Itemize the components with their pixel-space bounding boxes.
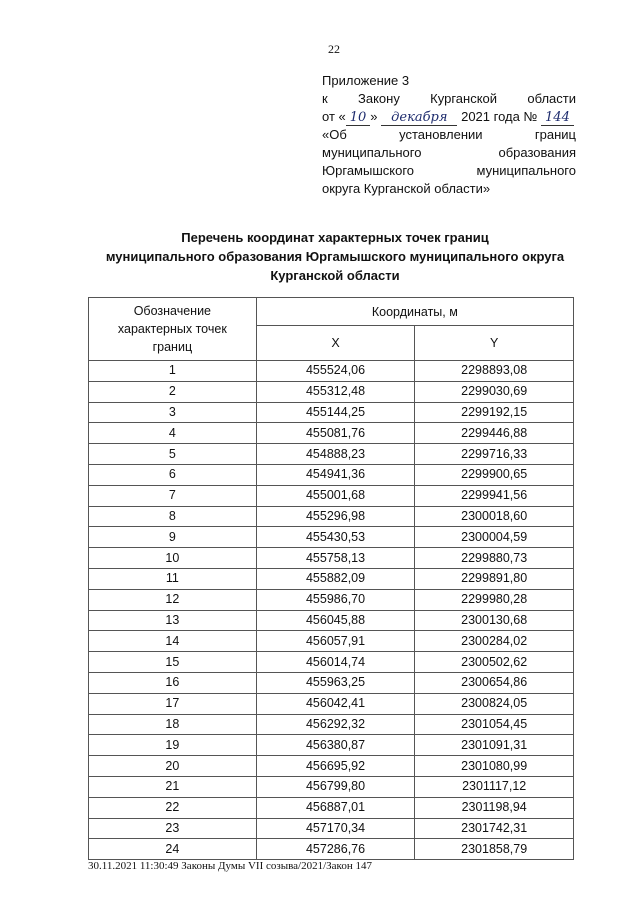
table-row: [89, 402, 574, 423]
appendix-title: Приложение 3: [322, 73, 410, 88]
y-coordinate-cell: 2301742,31: [415, 818, 574, 839]
table-row: [89, 776, 574, 797]
document-title: [95, 228, 575, 285]
x-coordinate-cell: 455758,13: [256, 548, 415, 569]
point-number-cell: 24: [89, 839, 257, 860]
y-coordinate-cell: 2301054,45: [415, 714, 574, 735]
point-number-cell: 18: [89, 714, 257, 735]
x-coordinate-cell: 455081,76: [256, 423, 415, 444]
point-number-cell: 10: [89, 548, 257, 569]
table-row: [89, 506, 574, 527]
x-coordinate-cell: 456014,74: [256, 652, 415, 673]
header-x: X: [256, 326, 415, 361]
point-number-cell: 16: [89, 672, 257, 693]
table-row: [89, 652, 574, 673]
coordinates-table: [88, 297, 574, 860]
x-coordinate-cell: 455430,53: [256, 527, 415, 548]
table-row: [89, 464, 574, 485]
table-row: [89, 485, 574, 506]
table-row: [89, 818, 574, 839]
table-row: [89, 839, 574, 860]
table-row: [89, 568, 574, 589]
y-coordinate-cell: 2300824,05: [415, 693, 574, 714]
page-number: 22: [328, 42, 340, 56]
appendix-line-4: [322, 126, 576, 144]
x-coordinate-cell: 456292,32: [256, 714, 415, 735]
x-coordinate-cell: 456799,80: [256, 776, 415, 797]
appendix-word: Закону: [358, 91, 400, 106]
y-coordinate-cell: 2300284,02: [415, 631, 574, 652]
point-number-cell: 19: [89, 735, 257, 756]
title-line-2: муниципального образования Юргамышского муниципального округа: [105, 249, 565, 264]
table-row: [89, 631, 574, 652]
point-number-cell: 3: [89, 402, 257, 423]
appendix-word: муниципального: [476, 163, 576, 178]
handwritten-day: 10: [346, 111, 371, 126]
appendix-line-7: округа Курганской области»: [322, 181, 491, 196]
appendix-word: границ: [534, 127, 576, 142]
footer-stamp: 30.11.2021 11:30:49 Законы Думы VII созыва/2021/Закон 147: [88, 860, 372, 872]
x-coordinate-cell: 455312,48: [256, 381, 415, 402]
x-coordinate-cell: 454941,36: [256, 464, 415, 485]
point-number-cell: 14: [89, 631, 257, 652]
handwritten-month: декабря: [381, 111, 457, 126]
point-number-cell: 22: [89, 797, 257, 818]
handwritten-number: 144: [541, 111, 574, 126]
appendix-block: [322, 72, 576, 198]
table-row: [89, 735, 574, 756]
table-row: [89, 381, 574, 402]
y-coordinate-cell: 2299880,73: [415, 548, 574, 569]
x-coordinate-cell: 456887,01: [256, 797, 415, 818]
appendix-line-5: [322, 144, 576, 162]
y-coordinate-cell: 2300004,59: [415, 527, 574, 548]
point-number-cell: 9: [89, 527, 257, 548]
y-coordinate-cell: 2299030,69: [415, 381, 574, 402]
date-prefix: от «: [322, 109, 346, 124]
point-number-cell: 8: [89, 506, 257, 527]
appendix-word: установлении: [399, 127, 483, 142]
table-row: [89, 797, 574, 818]
appendix-word: образования: [498, 145, 576, 160]
point-number-cell: 15: [89, 652, 257, 673]
table-row: [89, 527, 574, 548]
table-row: [89, 610, 574, 631]
appendix-line-6: [322, 162, 576, 180]
y-coordinate-cell: 2299192,15: [415, 402, 574, 423]
table-row: [89, 693, 574, 714]
point-number-cell: 20: [89, 756, 257, 777]
appendix-word: «Об: [322, 127, 347, 142]
y-coordinate-cell: 2300502,62: [415, 652, 574, 673]
x-coordinate-cell: 455882,09: [256, 568, 415, 589]
point-number-cell: 11: [89, 568, 257, 589]
y-coordinate-cell: 2301117,12: [415, 776, 574, 797]
appendix-word: муниципального: [322, 145, 422, 160]
appendix-word: к: [322, 91, 328, 106]
table-row: [89, 672, 574, 693]
y-coordinate-cell: 2299941,56: [415, 485, 574, 506]
header-coords: Координаты, м: [256, 298, 573, 326]
y-coordinate-cell: 2299446,88: [415, 423, 574, 444]
y-coordinate-cell: 2298893,08: [415, 361, 574, 382]
x-coordinate-cell: 455296,98: [256, 506, 415, 527]
point-number-cell: 21: [89, 776, 257, 797]
table-row: [89, 589, 574, 610]
x-coordinate-cell: 455524,06: [256, 361, 415, 382]
table-row: [89, 714, 574, 735]
point-number-cell: 4: [89, 423, 257, 444]
table-row: [89, 361, 574, 382]
x-coordinate-cell: 454888,23: [256, 444, 415, 465]
header-y: Y: [415, 326, 574, 361]
y-coordinate-cell: 2301080,99: [415, 756, 574, 777]
title-line-3: Курганской области: [270, 268, 400, 283]
appendix-line-2: [322, 90, 576, 108]
x-coordinate-cell: 456045,88: [256, 610, 415, 631]
y-coordinate-cell: 2299900,65: [415, 464, 574, 485]
point-number-cell: 5: [89, 444, 257, 465]
y-coordinate-cell: 2299980,28: [415, 589, 574, 610]
y-coordinate-cell: 2300018,60: [415, 506, 574, 527]
header-point: Обозначение характерных точек границ: [89, 298, 257, 361]
y-coordinate-cell: 2301858,79: [415, 839, 574, 860]
point-number-cell: 23: [89, 818, 257, 839]
appendix-word: Курганской: [430, 91, 498, 106]
x-coordinate-cell: 455963,25: [256, 672, 415, 693]
appendix-word: Юргамышского: [322, 163, 415, 178]
date-mid: »: [370, 109, 378, 124]
title-line-1: Перечень координат характерных точек границ: [181, 230, 489, 245]
table-row: [89, 423, 574, 444]
y-coordinate-cell: 2301198,94: [415, 797, 574, 818]
point-number-cell: 2: [89, 381, 257, 402]
x-coordinate-cell: 457170,34: [256, 818, 415, 839]
appendix-date-line: [322, 108, 576, 126]
y-coordinate-cell: 2300654,86: [415, 672, 574, 693]
table-row: [89, 548, 574, 569]
point-number-cell: 17: [89, 693, 257, 714]
appendix-word: области: [527, 91, 576, 106]
x-coordinate-cell: 457286,76: [256, 839, 415, 860]
point-number-cell: 1: [89, 361, 257, 382]
y-coordinate-cell: 2299716,33: [415, 444, 574, 465]
y-coordinate-cell: 2300130,68: [415, 610, 574, 631]
y-coordinate-cell: 2301091,31: [415, 735, 574, 756]
x-coordinate-cell: 456057,91: [256, 631, 415, 652]
point-number-cell: 6: [89, 464, 257, 485]
point-number-cell: 13: [89, 610, 257, 631]
x-coordinate-cell: 455001,68: [256, 485, 415, 506]
table-row: [89, 444, 574, 465]
x-coordinate-cell: 456042,41: [256, 693, 415, 714]
table-body: [89, 361, 574, 860]
point-number-cell: 7: [89, 485, 257, 506]
year-text: 2021 года №: [461, 109, 538, 124]
x-coordinate-cell: 455144,25: [256, 402, 415, 423]
y-coordinate-cell: 2299891,80: [415, 568, 574, 589]
table-row: [89, 756, 574, 777]
x-coordinate-cell: 456695,92: [256, 756, 415, 777]
point-number-cell: 12: [89, 589, 257, 610]
x-coordinate-cell: 455986,70: [256, 589, 415, 610]
x-coordinate-cell: 456380,87: [256, 735, 415, 756]
